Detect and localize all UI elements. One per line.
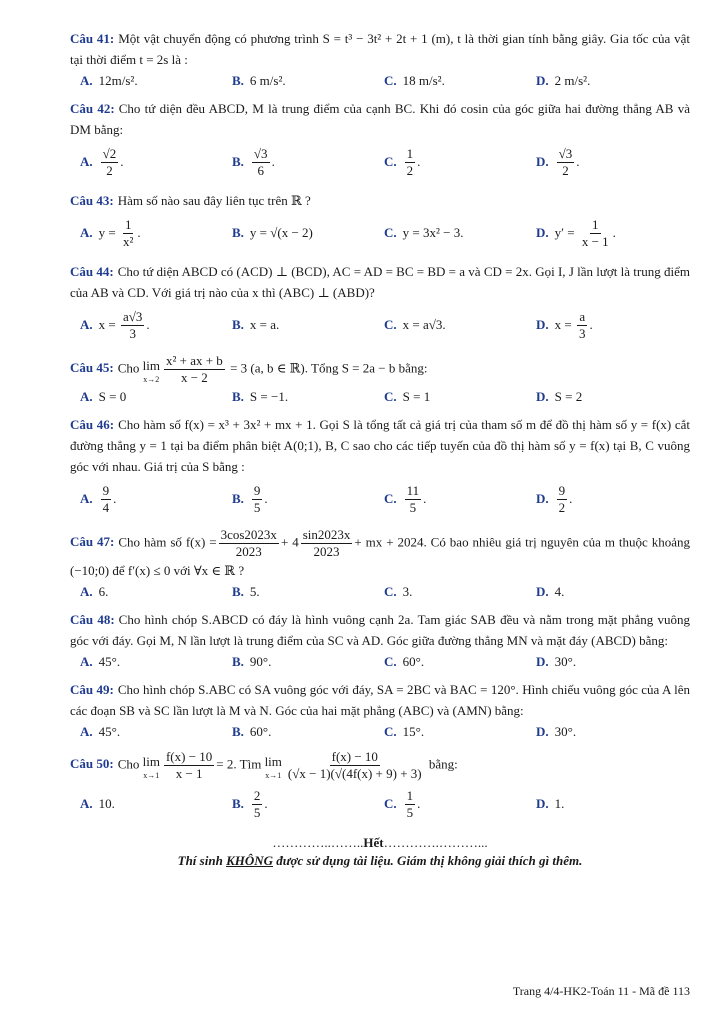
question-text-pre: Cho (117, 756, 140, 772)
answer-option (526, 722, 678, 742)
option-letter: B. (232, 724, 244, 739)
question-text: Một vật chuyển động có phương trình S = t³ − 3t² + 2t + 1 (m), t là thời gian tính bằng giây. Gia tốc của vật tại thời điểm t = 2s là : (70, 31, 691, 67)
option-text: 5. (249, 584, 260, 599)
answer-option (374, 315, 526, 335)
answer-option (374, 788, 526, 821)
fraction-numerator: 1 (406, 787, 414, 803)
answer-option (374, 652, 526, 672)
option-fraction (577, 309, 588, 342)
fraction-numerator: 1 (406, 145, 414, 161)
answer-option (222, 71, 374, 91)
option-fraction (121, 217, 135, 250)
answer-option (526, 483, 678, 516)
question-42 (70, 98, 690, 184)
option-letter: B. (232, 225, 244, 240)
option-letter: A. (80, 73, 93, 88)
option-letter: A. (80, 317, 93, 332)
answer-option (222, 483, 374, 516)
option-letter: D. (536, 491, 549, 506)
limit-label: lim (142, 358, 160, 373)
note-emphasis: KHÔNG (226, 853, 274, 868)
exam-page (70, 28, 690, 870)
question-text-pre: Cho (117, 360, 140, 376)
option-text: 4. (554, 584, 565, 599)
option-text: 45°. (98, 654, 121, 669)
answer-option (222, 387, 374, 407)
option-letter: C. (384, 584, 397, 599)
fraction-denominator: 5 (409, 499, 417, 515)
option-fraction (252, 146, 270, 179)
answer-option (526, 387, 678, 407)
option-suffix: . (264, 491, 268, 506)
question-stem (70, 527, 690, 581)
question-49 (70, 679, 690, 743)
option-text: y = 3x² − 3. (402, 225, 464, 240)
option-suffix: . (576, 154, 580, 169)
option-letter: D. (536, 154, 549, 169)
fraction-denominator: (√x − 1)(√(4f(x) + 9) + 3) (287, 766, 422, 781)
option-letter: B. (232, 389, 244, 404)
fraction-denominator: 6 (257, 162, 264, 178)
option-text: y = √(x − 2) (249, 225, 313, 240)
option-suffix: . (417, 796, 421, 811)
answer-option (526, 652, 678, 672)
option-letter: D. (536, 584, 549, 599)
question-number: Câu 41: (70, 31, 115, 46)
fraction-denominator: 2 (562, 162, 569, 178)
option-suffix: . (120, 154, 124, 169)
fraction-numerator: √2 (102, 145, 117, 161)
answer-options (70, 477, 690, 521)
option-letter: D. (536, 654, 549, 669)
option-suffix: . (271, 154, 275, 169)
question-46 (70, 414, 690, 521)
answer-option (526, 146, 678, 179)
question-number: Câu 42: (70, 101, 115, 116)
option-prefix: y = (98, 225, 116, 240)
option-letter: C. (384, 654, 397, 669)
fraction-denominator: 5 (406, 804, 414, 820)
question-45 (70, 353, 690, 408)
option-fraction (580, 217, 611, 250)
option-text: x = a. (249, 317, 280, 332)
fraction-numerator: x² + ax + b (165, 353, 223, 368)
answer-options (70, 651, 690, 673)
fraction-numerator: 3cos2023x (220, 527, 277, 542)
question-48 (70, 609, 690, 673)
answer-option (70, 794, 222, 814)
option-letter: A. (80, 225, 93, 240)
option-suffix: . (146, 317, 150, 332)
page-footer: Trang 4/4-HK2-Toán 11 - Mã đề 113 (512, 984, 690, 998)
answer-option (374, 722, 526, 742)
option-suffix: . (113, 491, 117, 506)
option-fraction (557, 483, 568, 516)
question-text: Cho tứ diện ABCD có (ACD) ⊥ (BCD), AC = AD = BC = BD = a và CD = 2x. Gọi I, J lần lượt là trung điểm của AB và CD. Với giá trị nào của x thì (ABC) ⊥ (ABD)? (70, 264, 690, 300)
limit-subscript: x→1 (143, 771, 160, 780)
question-text-pre: Cho hàm số f(x) = (118, 534, 217, 550)
answer-option (70, 217, 222, 250)
answer-options (70, 211, 690, 255)
fraction-denominator: 2 (406, 162, 414, 178)
answer-option (526, 794, 678, 814)
option-text: S = −1. (249, 389, 289, 404)
option-fraction (405, 788, 416, 821)
question-number: Câu 48: (70, 612, 115, 627)
option-text: 3. (402, 584, 413, 599)
question-number: Câu 43: (70, 193, 114, 208)
fraction-denominator: 2023 (313, 544, 340, 559)
question-47 (70, 527, 690, 603)
option-text: S = 2 (554, 389, 583, 404)
option-letter: B. (232, 584, 244, 599)
question-number: Câu 49: (70, 682, 114, 697)
answer-option (70, 483, 222, 516)
fraction-denominator: 2 (558, 499, 566, 515)
answer-options (70, 581, 690, 603)
fraction-denominator: x − 1 (175, 766, 203, 781)
fraction-denominator: 5 (253, 499, 261, 515)
fraction-numerator: f(x) − 10 (165, 749, 213, 764)
answer-option (374, 146, 526, 179)
fraction-numerator: a (579, 308, 586, 324)
fraction-numerator: √3 (558, 145, 573, 161)
option-letter: B. (232, 654, 244, 669)
fraction-denominator: x² (122, 233, 134, 249)
option-fraction (252, 483, 263, 516)
option-fraction (405, 483, 422, 516)
option-letter: C. (384, 73, 397, 88)
option-fraction (252, 788, 263, 821)
answer-option (526, 71, 678, 91)
fraction-denominator: 2023 (235, 544, 262, 559)
answer-option (374, 387, 526, 407)
limit-label: lim (142, 754, 160, 769)
question-41 (70, 28, 690, 92)
option-suffix: . (417, 154, 421, 169)
fraction-denominator: 2 (106, 162, 113, 178)
option-letter: D. (536, 225, 549, 240)
fraction-denominator: 3 (129, 325, 136, 341)
question-number: Câu 47: (70, 534, 115, 550)
option-fraction (557, 146, 575, 179)
option-prefix: y′ = (554, 225, 575, 240)
answer-option (70, 722, 222, 742)
question-43 (70, 190, 690, 255)
question-stem (70, 190, 690, 211)
question-text: Cho hàm số f(x) = x³ + 3x² + mx + 1. Gọi S là tổng tất cả giá trị của tham số m để đồ thị hàm số y = f(x) cắt đường thẳng y = 1 tại ba điểm phân biệt A(0;1), B, C sao cho các tiếp tuyến của đồ thị hàm số y = f(x) tại B, C vuông góc với nhau. Giá trị của S bằng : (70, 417, 690, 474)
option-text: 30°. (554, 654, 577, 669)
option-letter: A. (80, 584, 93, 599)
note-post: được sử dụng tài liệu. Giám thị không giải thích gì thêm. (273, 853, 583, 868)
function-fraction (219, 527, 279, 560)
question-number: Câu 45: (70, 360, 114, 376)
answer-option (222, 652, 374, 672)
fraction-numerator: 1 (592, 216, 599, 232)
question-stem (70, 353, 690, 386)
answer-option (70, 71, 222, 91)
function-fraction (301, 527, 353, 560)
option-letter: C. (384, 724, 397, 739)
option-text: 6. (98, 584, 109, 599)
option-letter: B. (232, 796, 244, 811)
option-fraction (101, 146, 119, 179)
question-stem (70, 749, 690, 782)
option-letter: A. (80, 724, 93, 739)
option-text: 45°. (98, 724, 121, 739)
option-text: x = a√3. (402, 317, 446, 332)
option-letter: D. (536, 73, 549, 88)
answer-option (70, 582, 222, 602)
question-stem (70, 609, 690, 651)
option-letter: C. (384, 317, 397, 332)
fraction-denominator: 5 (253, 804, 261, 820)
option-letter: A. (80, 389, 93, 404)
fraction-denominator: 3 (578, 325, 586, 341)
question-number: Câu 50: (70, 756, 114, 772)
limit-fraction (164, 749, 214, 782)
answer-option (222, 146, 374, 179)
answer-options (70, 303, 690, 347)
option-letter: D. (536, 317, 549, 332)
fraction-denominator: 4 (102, 499, 110, 515)
fraction-numerator: 2 (253, 787, 261, 803)
answer-option (70, 652, 222, 672)
limit-operator (265, 751, 282, 780)
fraction-denominator: x − 2 (180, 370, 208, 385)
option-suffix: . (589, 317, 593, 332)
question-44 (70, 261, 690, 347)
option-suffix: . (137, 225, 141, 240)
option-text: 60°. (249, 724, 272, 739)
option-prefix: x = (554, 317, 572, 332)
answer-options (70, 782, 690, 826)
option-letter: B. (232, 491, 244, 506)
option-letter: C. (384, 491, 397, 506)
question-number: Câu 44: (70, 264, 114, 279)
question-text-post: = 3 (a, b ∈ ℝ). Tổng S = 2a − b bằng: (230, 360, 428, 376)
answer-option (222, 582, 374, 602)
answer-option (222, 315, 374, 335)
option-letter: D. (536, 389, 549, 404)
end-dots-right: ………….………... (383, 835, 488, 850)
fraction-numerator: √3 (253, 145, 268, 161)
answer-option (374, 71, 526, 91)
end-marker (70, 834, 690, 852)
end-dots-left: …………..…….. (272, 835, 364, 850)
option-text: 90°. (249, 654, 272, 669)
question-number: Câu 46: (70, 417, 115, 432)
option-suffix: . (569, 491, 573, 506)
end-word: Hết (363, 835, 384, 850)
fraction-numerator: 1 (124, 216, 132, 232)
option-prefix: x = (98, 317, 116, 332)
option-text: S = 0 (98, 389, 127, 404)
option-text: S = 1 (402, 389, 431, 404)
limit-operator (143, 751, 160, 780)
answer-option (222, 223, 374, 243)
option-letter: C. (384, 389, 397, 404)
question-text-post: bằng: (428, 756, 458, 772)
option-fraction (101, 483, 112, 516)
question-stem (70, 414, 690, 477)
option-letter: B. (232, 317, 244, 332)
question-text: Cho hình chóp S.ABC có SA vuông góc với đáy, SA = 2BC và BAC = 120°. Hình chiếu vuông góc của A lên các đoạn SB và SC lần lượt là M và N. Góc của hai mặt phẳng (ABC) và (AMN) bằng: (70, 682, 690, 718)
option-letter: D. (536, 724, 549, 739)
answer-option (526, 582, 678, 602)
option-suffix: . (612, 225, 616, 240)
fraction-numerator: a√3 (122, 308, 143, 324)
option-text: 1. (554, 796, 565, 811)
question-stem (70, 679, 690, 721)
answer-option (526, 309, 678, 342)
limit-fraction (286, 749, 424, 782)
question-50 (70, 749, 690, 826)
option-text: 18 m/s². (402, 73, 445, 88)
option-text: 12m/s². (98, 73, 138, 88)
question-text: Cho tứ diện đều ABCD, M là trung điểm của cạnh BC. Khi đó cosin của góc giữa hai đường thẳng AB và DM bằng: (70, 101, 691, 137)
question-text-post: + mx + 2024. Có bao nhiêu giá trị nguyên của m thuộc khoảng (−10;0) để f′(x) ≤ 0 với ∀x ∈ ℝ ? (70, 534, 690, 578)
fraction-denominator: x − 1 (581, 233, 609, 249)
option-letter: A. (80, 796, 93, 811)
answer-options (70, 386, 690, 408)
answer-option (70, 146, 222, 179)
question-stem (70, 261, 690, 303)
answer-option (222, 722, 374, 742)
limit-subscript: x→2 (143, 375, 160, 384)
option-letter: C. (384, 796, 397, 811)
option-fraction (121, 309, 144, 342)
answer-options (70, 70, 690, 92)
question-text: Hàm số nào sau đây liên tục trên ℝ ? (117, 193, 311, 208)
fraction-numerator: sin2023x (302, 527, 351, 542)
limit-subscript: x→1 (265, 771, 282, 780)
option-text: 30°. (554, 724, 577, 739)
fraction-numerator: f(x) − 10 (331, 749, 378, 764)
exam-note (70, 852, 690, 870)
note-pre: Thí sinh (177, 853, 227, 868)
option-letter: C. (384, 225, 397, 240)
option-letter: B. (232, 154, 244, 169)
answer-option (70, 387, 222, 407)
option-suffix: . (264, 796, 268, 811)
question-text-mid: = 2. Tìm (216, 756, 262, 772)
fraction-numerator: 9 (253, 482, 261, 498)
answer-options (70, 140, 690, 184)
answer-option (374, 483, 526, 516)
option-letter: A. (80, 491, 93, 506)
option-fraction (405, 146, 416, 179)
limit-operator (143, 355, 160, 384)
fraction-numerator: 9 (102, 482, 110, 498)
option-letter: A. (80, 654, 93, 669)
fraction-numerator: 9 (558, 482, 566, 498)
answer-options (70, 721, 690, 743)
limit-label: lim (264, 754, 282, 769)
option-text: 2 m/s². (554, 73, 591, 88)
option-text: 15°. (402, 724, 425, 739)
answer-option (222, 788, 374, 821)
limit-fraction (164, 353, 225, 386)
answer-option (70, 309, 222, 342)
option-letter: D. (536, 796, 549, 811)
question-stem (70, 98, 690, 140)
answer-option (374, 582, 526, 602)
fraction-numerator: 11 (406, 482, 420, 498)
option-letter: B. (232, 73, 244, 88)
question-stem (70, 28, 690, 70)
question-text-mid: + 4 (280, 534, 299, 550)
option-letter: C. (384, 154, 397, 169)
question-text: Cho hình chóp S.ABCD có đáy là hình vuông cạnh 2a. Tam giác SAB đều và nằm trong mặt phẳng vuông góc với đáy. Gọi M, N lần lượt là trung điểm của SC và AD. Góc giữa đường thẳng MN và mặt đáy (ABCD) bằng: (70, 612, 690, 648)
answer-option (526, 217, 678, 250)
answer-option (374, 223, 526, 243)
option-suffix: . (423, 491, 427, 506)
option-text: 10. (98, 796, 115, 811)
option-text: 60°. (402, 654, 425, 669)
option-letter: A. (80, 154, 93, 169)
option-text: 6 m/s². (249, 73, 286, 88)
question-list (70, 28, 690, 826)
